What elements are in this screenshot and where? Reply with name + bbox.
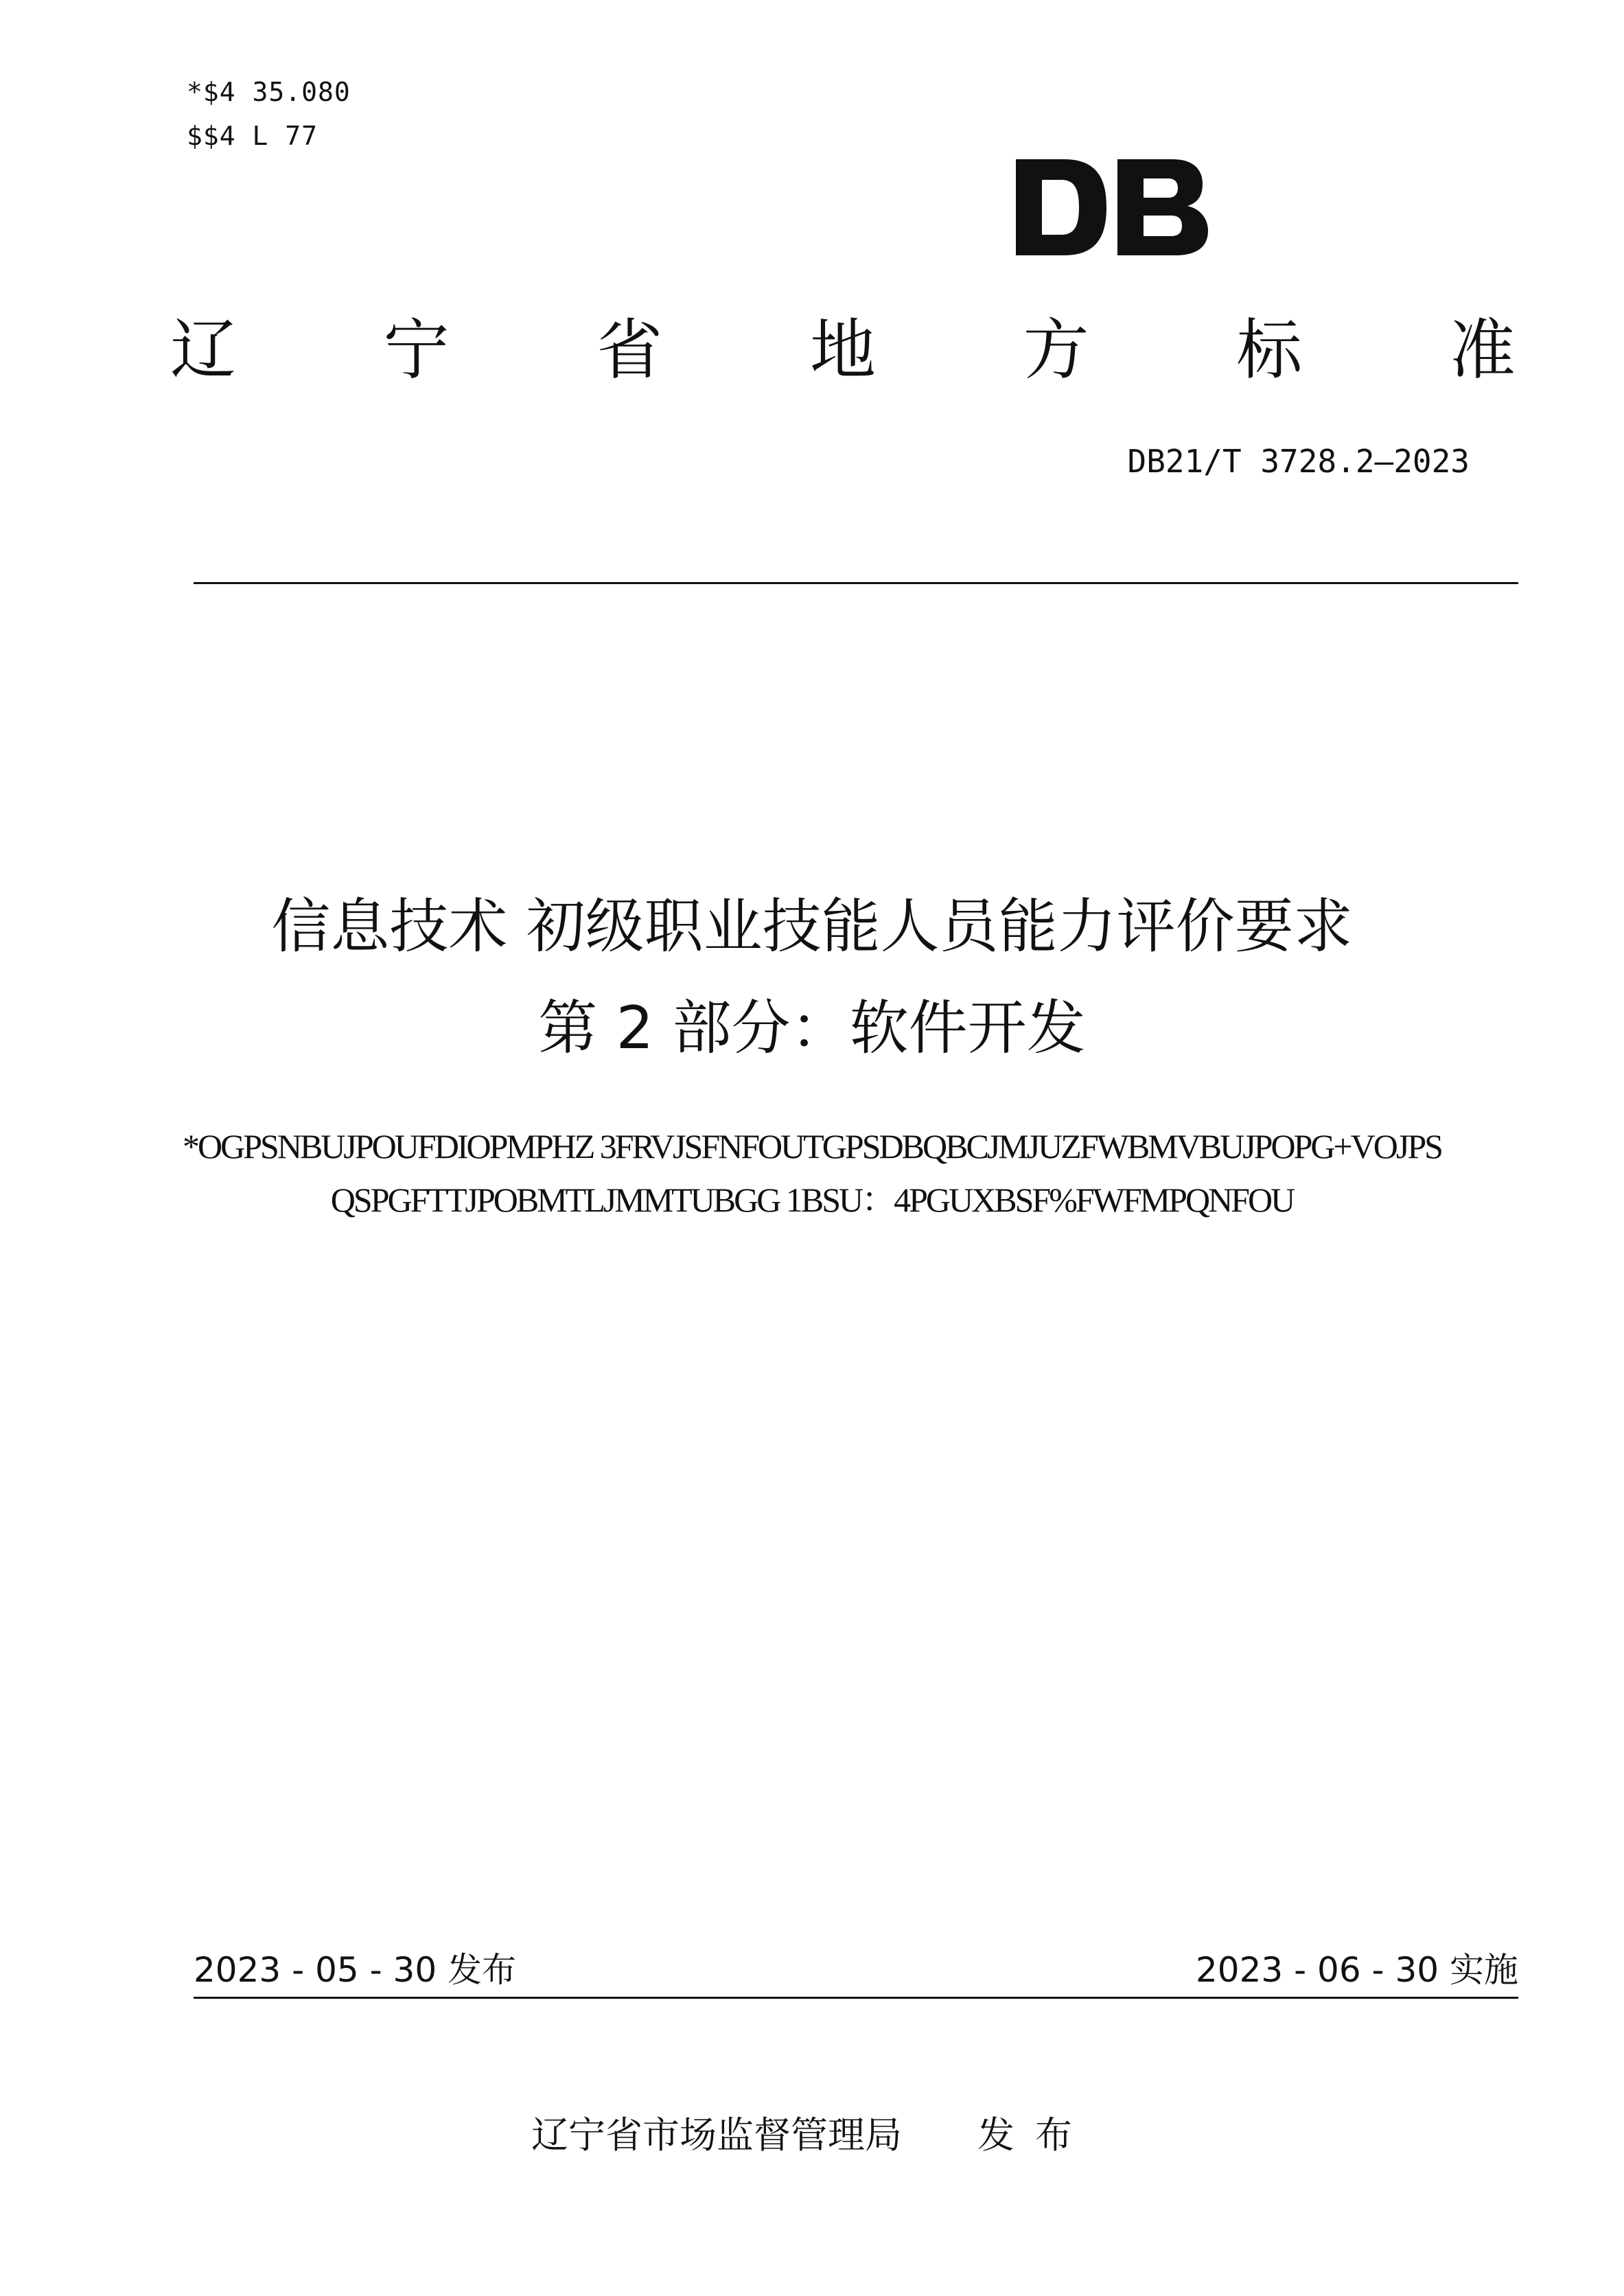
- standard-category-char: 准: [1449, 312, 1516, 389]
- standard-category-char: 方: [1023, 312, 1089, 389]
- publisher-name: 辽宁省市场监督管理局: [531, 2113, 902, 2157]
- ics-code: *$4 35.080: [187, 77, 351, 107]
- db-logo: [1016, 159, 1208, 255]
- standard-category-char: 标: [1236, 312, 1303, 389]
- standard-category-char: 宁: [383, 312, 450, 389]
- standard-category-char: 辽: [170, 312, 236, 389]
- standard-number: DB21/T 3728.2—2023: [1127, 443, 1470, 480]
- top-divider: [194, 582, 1518, 584]
- ccs-code: $$4 L 77: [187, 121, 318, 151]
- publisher-line: [0, 2113, 1624, 2158]
- implementation-date: 2023 - 06 - 30 实施: [1195, 1950, 1518, 1990]
- standard-category-title: [170, 312, 1516, 388]
- standard-category-char: 地: [809, 312, 876, 389]
- publish-action: 发布: [977, 2113, 1093, 2157]
- document-title-line-1: 信息技术 初级职业技能人员能力评价要求: [271, 892, 1353, 961]
- issue-date: 2023 - 05 - 30 发布: [194, 1950, 517, 1990]
- standard-category-char: 省: [596, 312, 663, 389]
- english-title-line-2: QSPGFTTJPOBMTLJMMTUBGG 1BSU：4PGUXBSF%FWFMPQNFOU: [330, 1181, 1294, 1219]
- english-title-line-1: *OGPSNBUJPOUFDIOPMPHZ 3FRVJSFNFOUTGPSDBQBCJMJUZFWBMVBUJPOPG+VOJPS: [183, 1127, 1441, 1166]
- bottom-divider: [194, 1997, 1518, 1999]
- document-title-line-2: 第 2 部分：软件开发: [538, 994, 1086, 1063]
